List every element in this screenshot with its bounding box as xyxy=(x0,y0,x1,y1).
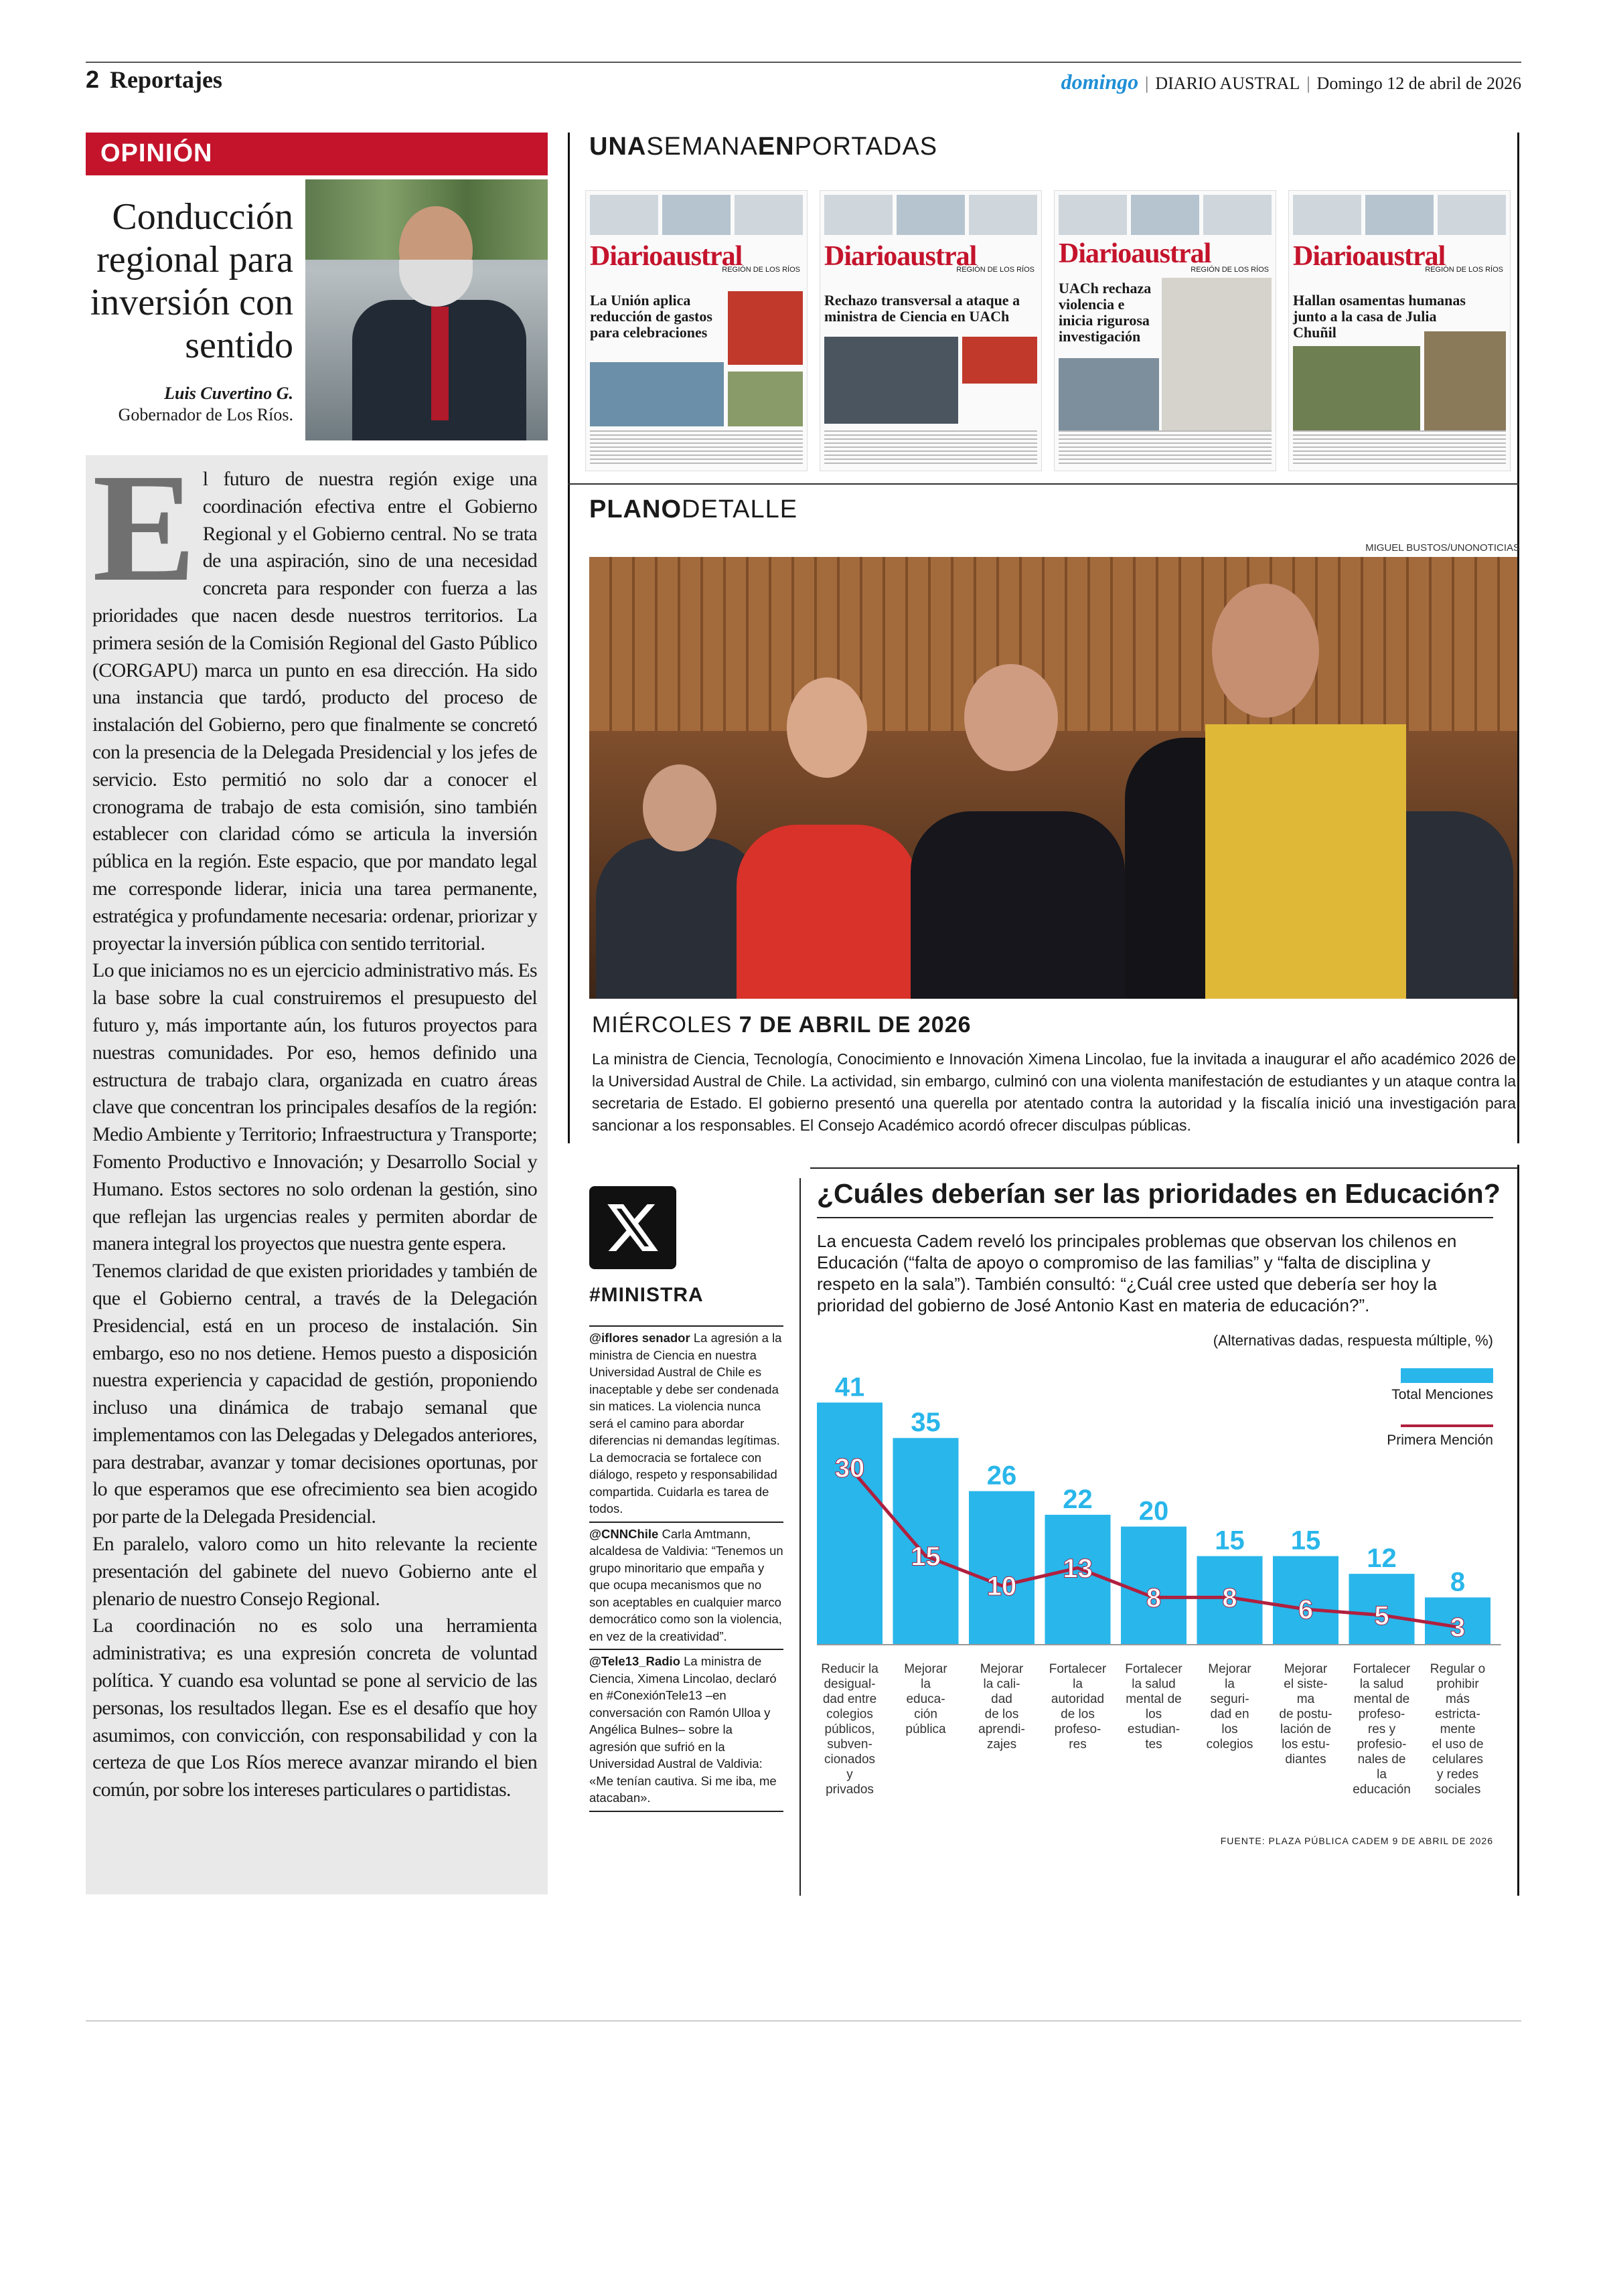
chart-intro: La encuesta Cadem reveló los principales problemas que observan los chilenos en Educación (“falta de apoyo o compromiso de las familias” y “falta de disciplina y respeto en la sala”). También consultó: “¿Cuál cree usted que debería ser hoy la prioridad del gobierno de José Antonio Kast en materia de educación?”. xyxy=(817,1231,1457,1315)
first-mention-label: 30 xyxy=(834,1453,865,1483)
chart-source: FUENTE: PLAZA PÚBLICA CADEM 9 DE ABRIL DE 2026 xyxy=(1220,1835,1493,1846)
bar-total xyxy=(893,1438,959,1645)
cover-sub: REGIÓN DE LOS RÍOS xyxy=(956,266,1035,274)
cover-top-strip xyxy=(1293,195,1506,235)
tweet-handle[interactable]: @iflores senador xyxy=(589,1331,690,1345)
first-mention-label: 8 xyxy=(1222,1583,1237,1613)
portadas-title-c: EN xyxy=(757,133,795,161)
category-label-line: la xyxy=(1225,1677,1235,1692)
cover-image xyxy=(728,291,803,365)
brand-domingo: domingo xyxy=(1061,70,1139,94)
cover-headline: Rechazo transversal a ataque a ministra de Ciencia en UACh xyxy=(824,292,1020,325)
bar-total-label: 8 xyxy=(1450,1567,1466,1597)
tweet xyxy=(589,1325,783,1522)
category-label-line: y redes xyxy=(1436,1767,1479,1782)
category-label-line: la xyxy=(1377,1767,1387,1782)
category-label-line: Fortalecer xyxy=(1125,1662,1182,1676)
tweet-text: La ministra de Ciencia, Ximena Lincolao, declaró en #ConexiónTele13 –en conversación con Ramón Ulloa y Angélica Bulnes– sobre la agresión que sufrió en la Universidad Austral de Valdivia: «Me tenían cautiva. Si me iba, me atacaban». xyxy=(589,1654,777,1805)
category-label-line: Mejorar xyxy=(904,1662,947,1676)
chart-note: (Alternativas dadas, respuesta múltiple, %) xyxy=(1213,1332,1493,1349)
opinion-paragraph: Lo que iniciamos no es un ejercicio administrativo más. Es la base sobre la cual construiremos el presupuesto del futuro y, más importante aún, los futuros proyectos para nuestras comunidades. Por eso, hemos definido una estructura de trabajo clara, organizada en cuatro áreas clave que concentran los principales desafíos de la región: Medio Ambiente y Territorio; Infraestructura y Transporte; Fomento Productivo e Innovación; y Desarrollo Social y Humano. Estos sectores no solo ordenan la gestión, sino que reflejan las urgencias reales y permiten abordar de manera integral los proyectos que nuestra gente espera. xyxy=(92,959,537,1255)
first-mention-label: 6 xyxy=(1298,1595,1314,1625)
category-label-line: la xyxy=(1073,1677,1083,1692)
portadas-title-b: SEMANA xyxy=(646,133,758,161)
category-label-line: públicos, xyxy=(824,1722,875,1736)
first-mention-label: 15 xyxy=(911,1542,941,1572)
category-label-line: Mejorar xyxy=(1208,1662,1251,1676)
column-divider xyxy=(799,1178,801,1896)
opinion-tag: OPINIÓN xyxy=(86,133,548,175)
opinion-paragraph: La coordinación no es solo una herramienta administrativa; es una expresión concreta de voluntad política. Y cuando esa voluntad se pone al servicio de las personas, los resultados llegan. Ese es el desafío que hoy asumimos, con convicción, con responsabilidad y con la certeza de que Los Ríos merece avanzar mirando el bien común, por sobre los intereses particulares o partidistas. xyxy=(92,1615,537,1801)
category-label-line: tes xyxy=(1145,1737,1162,1752)
main-photo xyxy=(589,557,1517,999)
category-label-line: desigual- xyxy=(824,1677,876,1692)
category-label-line: y xyxy=(846,1767,853,1782)
cover-2[interactable] xyxy=(820,190,1042,471)
category-label-line: prohibir xyxy=(1436,1677,1479,1692)
photo-rector-yellow xyxy=(1205,724,1406,999)
category-label-line: privados xyxy=(826,1783,874,1797)
photo-rector-head xyxy=(1212,584,1319,718)
category-label-line: profeso- xyxy=(1358,1707,1405,1722)
cover-image xyxy=(1162,278,1272,432)
photo-caption: La ministra de Ciencia, Tecnología, Conocimiento e Innovación Ximena Lincolao, fue la invitada a inaugurar el año académico 2026 de la Universidad Austral de Chile. La actividad, sin embargo, culminó con una violenta manifestación de estudiantes y un ataque contra la secretaria de Estado. El gobierno presentó una querella por atentado contra la autoridad y la fiscalía inició una investigación para sancionar a los responsables. El Consejo Académico acordó ofrecer disculpas públicas. xyxy=(592,1050,1516,1134)
cover-image xyxy=(1424,331,1506,432)
bar-total-label: 22 xyxy=(1063,1484,1093,1514)
category-label-line: subven- xyxy=(827,1737,872,1752)
category-label-line: dad xyxy=(991,1692,1012,1706)
bar-total-label: 15 xyxy=(1215,1526,1245,1556)
category-label-line: diantes xyxy=(1285,1752,1326,1767)
cover-text-lines xyxy=(1059,430,1272,464)
category-label-line: Mejorar xyxy=(980,1662,1024,1676)
frame-left-line xyxy=(568,133,570,1143)
legend-total-label: Total Menciones xyxy=(1391,1387,1493,1402)
frame-divider xyxy=(568,483,1519,485)
bar-total xyxy=(969,1491,1035,1645)
cover-sub: REGIÓN DE LOS RÍOS xyxy=(722,266,800,274)
section-name: Reportajes xyxy=(110,66,222,93)
photo-tie xyxy=(431,307,449,420)
cover-image xyxy=(590,362,724,426)
opinion-paragraph: Tenemos claridad de que existen prioridades y también de que el Gobierno central, a través de la Delegación Presidencial, está en un proceso de instalación. Sin embargo, eso no nos detiene. Hemos puesto a disposición nuestra experiencia y capacidad de gestión, proponiendo incluso una dinámica de trabajo semanal que implementamos con las Delegadas y Delegados anteriores, para destrabar, avanzar y tomar decisiones oportunas, por lo que esperamos que ese ofrecimiento sea bien acogido por parte de la Delegada Presidencial. xyxy=(92,1260,537,1528)
first-mention-label: 5 xyxy=(1374,1601,1389,1631)
photo-woman-black-head xyxy=(964,664,1058,771)
plano-header xyxy=(589,495,797,524)
cover-image xyxy=(1293,346,1420,433)
cover-text-lines xyxy=(590,430,803,464)
category-label-line: autoridad xyxy=(1051,1692,1105,1706)
bar-total-label: 12 xyxy=(1367,1544,1397,1574)
category-label-line: lación de xyxy=(1280,1722,1332,1736)
category-label-line: res xyxy=(1069,1737,1087,1752)
covers-row xyxy=(585,190,1511,471)
category-label-line: pública xyxy=(905,1722,946,1736)
chart-top-rule xyxy=(810,1167,1519,1169)
cover-sub: REGIÓN DE LOS RÍOS xyxy=(1425,266,1503,274)
bar-total-label: 26 xyxy=(986,1461,1017,1491)
category-label xyxy=(1207,1662,1253,1752)
category-label-line: seguri- xyxy=(1210,1692,1249,1706)
category-label-line: profesio- xyxy=(1357,1737,1407,1752)
author-name: Luis Cuvertino G. xyxy=(164,384,293,403)
cover-headline: Hallan osamentas humanas junto a la casa de Julia Chuñil xyxy=(1293,292,1466,341)
category-label-line: aprendi- xyxy=(978,1722,1025,1736)
date-day: 7 DE ABRIL DE 2026 xyxy=(739,1012,972,1038)
author-block xyxy=(86,383,293,426)
category-label-line: mental de xyxy=(1353,1692,1410,1706)
cover-image xyxy=(1059,358,1159,432)
paper-name: DIARIO AUSTRAL xyxy=(1155,74,1300,93)
chart-title: ¿Cuáles deberían ser las prioridades en Educación? xyxy=(817,1178,1501,1209)
cover-logo: Diarioaustral xyxy=(824,241,977,272)
tweet xyxy=(589,1649,783,1811)
category-label xyxy=(904,1662,947,1736)
bottom-rule xyxy=(86,2020,1521,2022)
frame-right-line xyxy=(1517,133,1519,1143)
tweet-text: La agresión a la ministra de Ciencia en nuestra Universidad Austral de Chile es inaceptable y debe ser condenada sin matices. La violencia nunca será el camino para abordar diferencias ni demandas legítimas. La democracia se fortalece con diálogo, respeto y responsabilidad compartida. Cuidarla es tarea de todos. xyxy=(589,1331,782,1515)
category-label-line: zajes xyxy=(986,1737,1017,1752)
category-label-line: mental de xyxy=(1126,1692,1182,1706)
category-label-line: la salud xyxy=(1132,1677,1176,1692)
bar-total-label: 20 xyxy=(1138,1496,1169,1526)
page-header xyxy=(86,66,1521,103)
category-label-line: de postu- xyxy=(1279,1707,1332,1722)
cover-image xyxy=(728,372,803,426)
category-label-line: los xyxy=(1221,1722,1238,1736)
category-label-line: la cali- xyxy=(983,1677,1020,1692)
bar-total-label: 35 xyxy=(911,1408,941,1438)
opinion-title: Conducción regional para inversión con sentido xyxy=(90,196,293,366)
first-mention-label: 3 xyxy=(1450,1613,1466,1643)
category-label-line: ción xyxy=(914,1707,937,1722)
category-label-line: Regular o xyxy=(1430,1662,1486,1676)
portadas-title-a: UNA xyxy=(589,133,647,161)
category-label-line: el uso de xyxy=(1432,1737,1484,1752)
plano-title-a: PLANO xyxy=(589,495,682,523)
cover-logo: Diarioaustral xyxy=(1059,238,1211,269)
header-separator: | xyxy=(1306,74,1310,93)
category-label xyxy=(1125,1662,1182,1752)
category-label-line: res y xyxy=(1367,1722,1396,1736)
category-label-line: de los xyxy=(1061,1707,1095,1722)
tweet-list xyxy=(589,1325,783,1812)
opinion-paragraph: En paralelo, valoro como un hito relevante la reciente presentación del gabinete del nuevo Gobierno ante el plenario de nuestro Consejo Regional. xyxy=(92,1533,537,1610)
category-label-line: estudian- xyxy=(1127,1722,1180,1736)
category-label-line: nales de xyxy=(1357,1752,1406,1767)
tweet-handle[interactable]: @Tele13_Radio xyxy=(589,1654,680,1668)
category-label-line: Reducir la xyxy=(821,1662,878,1676)
category-label-line: la xyxy=(921,1677,931,1692)
photo-person-head xyxy=(643,764,716,851)
tweet-end-rule xyxy=(589,1811,783,1812)
cover-logo: Diarioaustral xyxy=(590,241,743,272)
category-label xyxy=(821,1662,878,1797)
category-label-line: educa- xyxy=(906,1692,945,1706)
category-label-line: cionados xyxy=(824,1752,876,1767)
issue-date: Domingo 12 de abril de 2026 xyxy=(1316,74,1521,93)
category-label-line: dad entre xyxy=(822,1692,877,1706)
category-label xyxy=(978,1662,1025,1752)
plano-title-b: DETALLE xyxy=(682,495,798,523)
category-label-line: sociales xyxy=(1434,1783,1481,1797)
photo-woman-red-head xyxy=(787,677,867,778)
category-label xyxy=(1279,1662,1332,1767)
chart-right-line xyxy=(1517,1165,1519,1896)
category-label-line: estricta- xyxy=(1435,1707,1480,1722)
category-label-line: Fortalecer xyxy=(1049,1662,1107,1676)
category-label-line: mente xyxy=(1440,1722,1476,1736)
cover-3[interactable] xyxy=(1054,190,1276,471)
page-number: 2 xyxy=(86,66,100,93)
x-logo-icon xyxy=(589,1186,676,1269)
category-label-line: los estu- xyxy=(1282,1737,1330,1752)
legend-first-label: Primera Mención xyxy=(1387,1432,1493,1448)
category-label xyxy=(1430,1662,1485,1797)
category-label-line: colegios xyxy=(1206,1737,1253,1752)
category-label-line: Fortalecer xyxy=(1353,1662,1411,1676)
cover-top-strip xyxy=(1059,195,1272,235)
header-separator: | xyxy=(1145,74,1149,93)
category-label-line: Mejorar xyxy=(1284,1662,1328,1676)
photo-woman-red xyxy=(737,825,917,999)
category-label-line: el siste- xyxy=(1284,1677,1328,1692)
cover-image xyxy=(824,337,958,424)
top-rule xyxy=(86,62,1521,63)
cover-image xyxy=(962,337,1037,384)
photo-credit: MIGUEL BUSTOS/UNONOTICIAS xyxy=(1365,542,1520,554)
bar-total xyxy=(817,1402,883,1645)
drop-cap: E xyxy=(92,442,196,614)
cover-headline: La Unión aplica reducción de gastos para celebraciones xyxy=(590,292,712,341)
category-label xyxy=(1353,1662,1411,1797)
cover-headline: UACh rechaza violencia e inicia rigurosa investigación xyxy=(1059,280,1152,345)
first-mention-label: 13 xyxy=(1063,1554,1093,1584)
category-label-line: celulares xyxy=(1432,1752,1484,1767)
category-label-line: la salud xyxy=(1359,1677,1404,1692)
category-label-line: educación xyxy=(1353,1783,1411,1797)
category-label xyxy=(1049,1662,1107,1752)
portadas-header xyxy=(589,133,937,161)
opinion-body xyxy=(86,442,548,1894)
cover-top-strip xyxy=(590,195,803,235)
cover-1[interactable] xyxy=(585,190,808,471)
cover-top-strip xyxy=(824,195,1037,235)
portadas-title-d: PORTADAS xyxy=(794,133,938,161)
photo-date xyxy=(592,1012,972,1038)
cover-text-lines xyxy=(1293,430,1506,464)
category-label-line: profeso- xyxy=(1054,1722,1101,1736)
opinion-paragraph: l futuro de nuestra región exige una coordinación efectiva entre el Gobierno Regional y el Gobierno central. No se trata de una aspiración, sino de una necesidad concreta para responder con fuerza a las prioridades que nacen desde nuestros territorios. La primera sesión de la Comisión Regional del Gasto Público (CORGAPU) marca un punto en esa dirección. Ha sido una instancia que tardó, producto del proceso de instalación del Gobierno, pero que finalmente se concretó con la presencia de la Delegada Presidencial y los jefes de servicio. Esto permitió no solo dar a conocer el cronograma de trabajo de esta comisión, sino también establecer con claridad cómo se articula la inversión pública en la región. Este espacio, que por mandato legal me corresponde liderar, inicia una tarea permanente, estratégica y profundamente necesaria: ordenar, priorizar y proyectar la inversión pública con sentido territorial. xyxy=(92,468,537,955)
cover-sub: REGIÓN DE LOS RÍOS xyxy=(1191,266,1269,274)
date-weekday: MIÉRCOLES xyxy=(592,1012,739,1038)
header-right xyxy=(1061,70,1521,94)
category-label-line: colegios xyxy=(826,1707,873,1722)
cover-logo: Diarioaustral xyxy=(1293,241,1446,272)
category-label-line: los xyxy=(1145,1707,1162,1722)
category-label-line: dad en xyxy=(1210,1707,1249,1722)
author-photo xyxy=(305,179,548,440)
cover-4[interactable] xyxy=(1288,190,1511,471)
first-mention-label: 10 xyxy=(986,1571,1017,1601)
category-label-line: de los xyxy=(984,1707,1019,1722)
category-label-line: ma xyxy=(1296,1692,1315,1706)
photo-woman-black xyxy=(911,811,1125,999)
tweet xyxy=(589,1522,783,1649)
tweet-handle[interactable]: @CNNChile xyxy=(589,1526,659,1541)
bar-total-label: 15 xyxy=(1290,1526,1321,1556)
tweet-text: Carla Amtmann, alcaldesa de Valdivia: “Tenemos un grupo minoritario que empaña y que ocupa mecanismos que no son aceptables en cualquier marco democrático como son la violencia, en vez de la creatividad”. xyxy=(589,1526,783,1643)
x-hashtag: #MINISTRA xyxy=(589,1284,704,1306)
chart-title-rule xyxy=(817,1217,1493,1218)
first-mention-label: 8 xyxy=(1146,1583,1162,1613)
priorities-chart xyxy=(810,1345,1513,1827)
cover-text-lines xyxy=(824,430,1037,464)
author-role: Gobernador de Los Ríos. xyxy=(118,405,293,424)
bar-total-label: 41 xyxy=(834,1372,865,1402)
category-label-line: más xyxy=(1446,1692,1470,1706)
